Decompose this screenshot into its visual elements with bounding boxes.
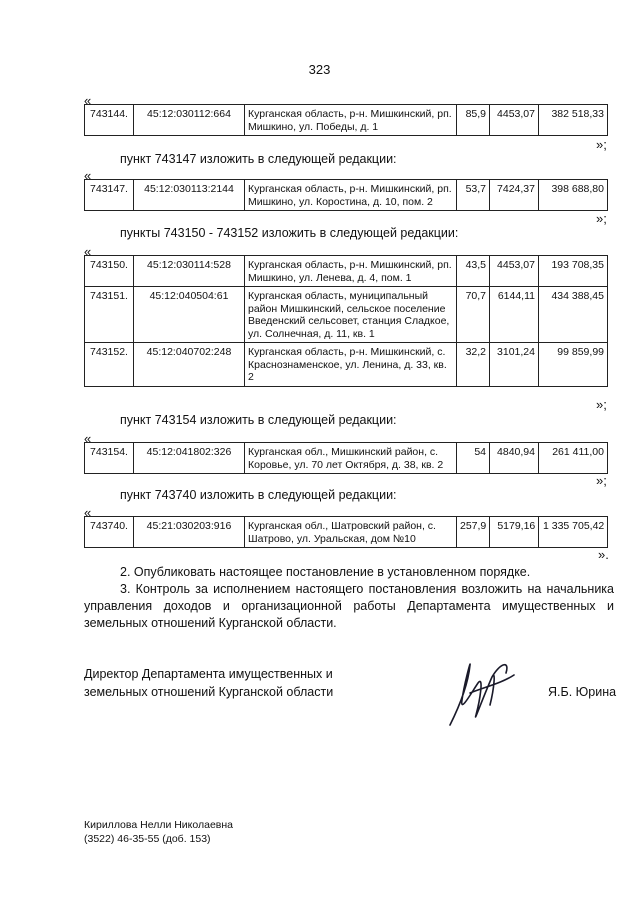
table-row <box>85 105 608 136</box>
intro-block-3: пункт 743154 изложить в следующей редакции: <box>120 413 397 427</box>
executor-name: Кириллова Нелли Николаевна <box>84 819 234 831</box>
table-row <box>85 517 608 548</box>
cell-address: Курганская область, р-н. Мишкинский, рп. Мишкино, ул. Коростина, д. 10, пом. 2 <box>245 180 457 211</box>
table-block-1 <box>84 179 608 211</box>
cell-address: Курганская обл., Шатровский район, с. Шатрово, ул. Уральская, дом №10 <box>245 517 457 548</box>
cell-number: 743147. <box>85 180 134 211</box>
table-block-2 <box>84 255 608 387</box>
cell-area: 54 <box>457 443 490 474</box>
cell-cadastral: 45:12:041802:326 <box>134 443 245 474</box>
table-block-0 <box>84 104 608 136</box>
cell-number: 743740. <box>85 517 134 548</box>
cell-number: 743152. <box>85 343 134 387</box>
cell-area: 43,5 <box>457 256 490 287</box>
cell-value: 193 708,35 <box>539 256 608 287</box>
cell-rate: 4453,07 <box>490 105 539 136</box>
signatory-title-line-2: земельных отношений Курганской области <box>84 685 334 699</box>
quote-open: « <box>84 168 92 183</box>
cell-cadastral: 45:12:030114:528 <box>134 256 245 287</box>
cell-number: 743150. <box>85 256 134 287</box>
paragraph-publish: 2. Опубликовать настоящее постановление в установленном порядке. <box>120 565 531 579</box>
cell-area: 32,2 <box>457 343 490 387</box>
cell-area: 85,9 <box>457 105 490 136</box>
cell-number: 743154. <box>85 443 134 474</box>
table-block-3 <box>84 442 608 474</box>
cell-address: Курганская область, р-н. Мишкинский, рп. Мишкино, ул. Ленева, д. 4, пом. 1 <box>245 256 457 287</box>
cell-value: 99 859,99 <box>539 343 608 387</box>
quote-close: »; <box>596 211 607 226</box>
quote-close: »; <box>596 397 607 412</box>
table-block-4 <box>84 516 608 548</box>
cell-cadastral: 45:21:030203:916 <box>134 517 245 548</box>
handwritten-signature <box>440 655 520 730</box>
quote-open: « <box>84 431 92 446</box>
signatory-name: Я.Б. Юрина <box>548 685 617 699</box>
cell-rate: 5179,16 <box>490 517 539 548</box>
page-number: 323 <box>308 62 331 77</box>
quote-close: ». <box>598 547 609 562</box>
cell-rate: 4840,94 <box>490 443 539 474</box>
quote-open: « <box>84 93 92 108</box>
cell-area: 70,7 <box>457 287 490 343</box>
intro-block-4: пункт 743740 изложить в следующей редакции: <box>120 488 397 502</box>
cell-address: Курганская область, р-н. Мишкинский, с. Краснознаменское, ул. Ленина, д. 33, кв. 2 <box>245 343 457 387</box>
cell-rate: 7424,37 <box>490 180 539 211</box>
signatory-title-line-1: Директор Департамента имущественных и <box>84 667 333 681</box>
table-row <box>85 343 608 387</box>
cell-rate: 6144,11 <box>490 287 539 343</box>
quote-close: »; <box>596 473 607 488</box>
cell-area: 257,9 <box>457 517 490 548</box>
cell-value: 382 518,33 <box>539 105 608 136</box>
cell-address: Курганская область, р-н. Мишкинский, рп. Мишкино, ул. Победы, д. 1 <box>245 105 457 136</box>
cell-address: Курганская область, муниципальный район Мишкинский, сельское поселение Введенский сельсовет, станция Сладкое, ул. Солнечная, д. 11, кв. 1 <box>245 287 457 343</box>
intro-block-1: пункт 743147 изложить в следующей редакции: <box>120 152 397 166</box>
table-row <box>85 256 608 287</box>
intro-block-2: пункты 743150 - 743152 изложить в следующей редакции: <box>120 226 459 240</box>
cell-value: 398 688,80 <box>539 180 608 211</box>
cell-cadastral: 45:12:040702:248 <box>134 343 245 387</box>
cell-rate: 4453,07 <box>490 256 539 287</box>
cell-address: Курганская обл., Мишкинский район, с. Коровье, ул. 70 лет Октября, д. 38, кв. 2 <box>245 443 457 474</box>
cell-cadastral: 45:12:030112:664 <box>134 105 245 136</box>
cell-value: 434 388,45 <box>539 287 608 343</box>
quote-close: »; <box>596 137 607 152</box>
cell-cadastral: 45:12:030113:2144 <box>134 180 245 211</box>
executor-phone: (3522) 46-35-55 (доб. 153) <box>84 833 211 845</box>
table-row <box>85 443 608 474</box>
table-row <box>85 287 608 343</box>
quote-open: « <box>84 505 92 520</box>
cell-area: 53,7 <box>457 180 490 211</box>
cell-number: 743151. <box>85 287 134 343</box>
paragraph-control: 3. Контроль за исполнением настоящего постановления возложить на начальника управления доходов и организационной работы Департамента имущественных и земельных отношений Курганской области. <box>84 582 614 630</box>
table-row <box>85 180 608 211</box>
cell-rate: 3101,24 <box>490 343 539 387</box>
cell-cadastral: 45:12:040504:61 <box>134 287 245 343</box>
cell-number: 743144. <box>85 105 134 136</box>
cell-value: 261 411,00 <box>539 443 608 474</box>
quote-open: « <box>84 244 92 259</box>
cell-value: 1 335 705,42 <box>539 517 608 548</box>
